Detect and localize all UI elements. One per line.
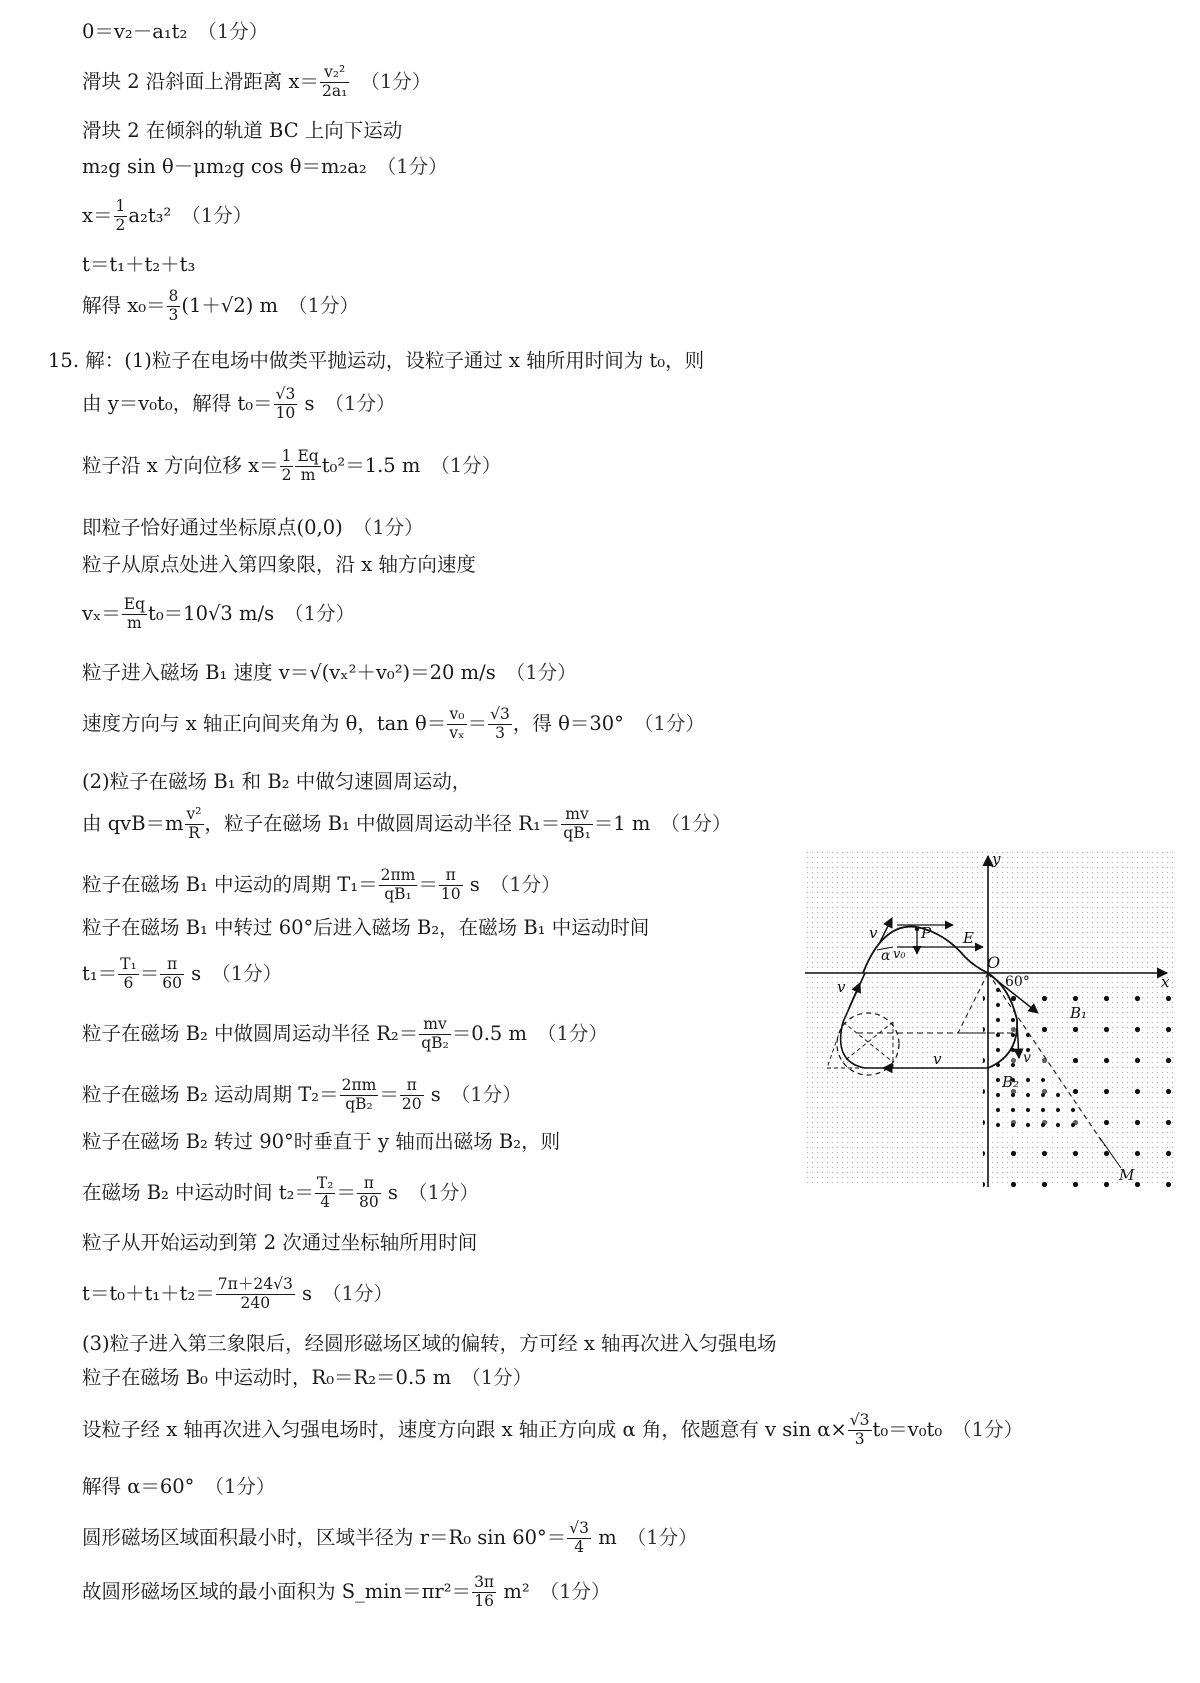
line-19: 粒子在磁场 B₁ 中转过 60°后进入磁场 B₂，在磁场 B₁ 中运动时间 [82,916,650,939]
line-17: 由 qvB＝m $\frac{\text{v²}}{R}$ ，粒子在磁场 B₁ 中做圆周运动半径 R₁＝ $\frac{mv}{\text{qB₁}}$ ＝1 m （1分） [82,805,732,842]
fraction: $\frac{√3}{10}$ [275,385,296,422]
line-28: 粒子在磁场 B₀ 中运动时，R₀＝R₂＝0.5 m （1分） [82,1366,533,1389]
fraction: $\frac{2\pi m}{\text{qB₁}}$ [380,866,416,903]
line-26: t＝t₀＋t₁＋t₂＝ $\frac{7\pi+24√3}{240}$ s （1分） [82,1275,393,1312]
line-09: 由 y＝v₀t₀，解得 t₀＝ $\frac{√3}{10}$ s （1分） [82,385,396,422]
fraction: $\frac{√3}{3}$ [490,705,510,742]
line-25: 粒子从开始运动到第 2 次通过坐标轴所用时间 [82,1231,478,1254]
label-m: M [1119,1166,1135,1184]
line-27: (3)粒子进入第三象限后，经圆形磁场区域的偏转，方可经 x 轴再次进入匀强电场 [82,1332,777,1355]
label-v-top: v [869,924,878,942]
fraction: $\frac{1}{2}$ [281,447,292,484]
label-v-exit: v [933,1050,942,1068]
line-15: 速度方向与 x 轴正向间夹角为 θ，tan θ＝ $\frac{\text{v₀}}{\text{vₓ}}$ ＝ $\frac{√3}{3}$ ，得 θ＝30° （1分） [82,705,705,742]
line-14: 粒子进入磁场 B₁ 速度 v＝√(vₓ²＋v₀²)＝20 m/s （1分） [82,661,577,684]
line-08: 15. 解：(1)粒子在电场中做类平抛运动，设粒子通过 x 轴所用时间为 t₀，则 [48,349,705,372]
line-32: 故圆形磁场区域的最小面积为 S_min＝πr²＝ $\frac{3\pi}{16}$ m² （1分） [82,1573,611,1610]
fraction: $\frac{Eq}{m}$ [123,595,146,632]
fraction: $\frac{Eq}{m}$ [297,447,319,484]
fraction: $\frac{7\pi+24√3}{240}$ [217,1275,293,1312]
line-29: 设粒子经 x 轴再次进入匀强电场时，速度方向跟 x 轴正方向成 α 角，依题意有 v sin α× $\frac{√3}{3}$ t₀＝v₀t₀ （1分） [82,1411,1024,1448]
label-b2: B₂ [1002,1073,1020,1091]
line-20: t₁＝ $\frac{\text{T₁}}{6}$ ＝ $\frac{\pi}{60}$ s （1分） [82,955,283,992]
line-01: 0＝v₂－a₁t₂ （1分） [82,20,269,43]
line-10: 粒子沿 x 方向位移 x＝ $\frac{1}{2}$ $\frac{Eq}{m}$ t₀²＝1.5 m （1分） [82,447,502,484]
label-y-axis: y [992,850,1001,868]
line-24: 在磁场 B₂ 中运动时间 t₂＝ $\frac{\text{T₂}}{4}$ ＝ $\frac{\pi}{80}$ s （1分） [82,1174,479,1211]
line-22: 粒子在磁场 B₂ 运动周期 T₂＝ $\frac{2\pi m}{\text{qB₂}}$ ＝ $\frac{\pi}{20}$ s （1分） [82,1076,522,1113]
line-23: 粒子在磁场 B₂ 转过 90°时垂直于 y 轴而出磁场 B₂，则 [82,1130,561,1153]
line-11: 即粒子恰好通过坐标原点(0,0) （1分） [82,516,424,539]
fraction: $\frac{\pi}{10}$ [440,866,461,903]
label-e: E [963,929,974,947]
line-02: 滑块 2 沿斜面上滑距离 x＝ $\frac{\text{v₂²}}{\text{2a₁}}$ （1分） [82,63,432,100]
line-06: t＝t₁＋t₂＋t₃ [82,253,196,276]
line-16: (2)粒子在磁场 B₁ 和 B₂ 中做匀速圆周运动， [82,770,472,793]
label-alpha: α [881,948,891,964]
fraction: $\frac{\text{v₀}}{\text{vₓ}}$ [449,705,465,742]
fraction: $\frac{8}{3}$ [168,287,179,324]
line-12: 粒子从原点处进入第四象限，沿 x 轴方向速度 [82,553,476,576]
fraction: $\frac{3\pi}{16}$ [474,1573,495,1610]
label-v-left: v [837,978,846,996]
label-origin: O [987,953,1001,972]
fraction: $\frac{mv}{\text{qB₁}}$ [563,805,591,842]
fraction: $\frac{√3}{4}$ [569,1519,590,1556]
line-05: x＝ $\frac{1}{2}$ a₂t₃² （1分） [82,197,253,234]
line-13: vₓ＝ $\frac{Eq}{m}$ t₀＝10√3 m/s （1分） [82,595,356,632]
trajectory-diagram [805,850,1173,1187]
line-21: 粒子在磁场 B₂ 中做圆周运动半径 R₂＝ $\frac{mv}{\text{qB₂}}$ ＝0.5 m （1分） [82,1015,608,1052]
line-04: m₂g sin θ－μm₂g cos θ＝m₂a₂ （1分） [82,155,448,178]
label-p: P [921,924,932,942]
label-v0: v₀ [893,947,906,962]
fraction: $\frac{mv}{\text{qB₂}}$ [421,1015,449,1052]
label-b1: B₁ [1070,1004,1088,1022]
line-18: 粒子在磁场 B₁ 中运动的周期 T₁＝ $\frac{2\pi m}{\text{qB₁}}$ ＝ $\frac{\pi}{10}$ s （1分） [82,866,561,903]
fraction: $\frac{\pi}{80}$ [358,1174,379,1211]
label-x-axis: x [1161,973,1170,991]
fraction: $\frac{1}{2}$ [115,197,126,234]
fraction: $\frac{2\pi m}{\text{qB₂}}$ [341,1076,377,1113]
fraction: $\frac{\text{v₂²}}{\text{2a₁}}$ [322,63,348,100]
point-p [915,927,919,931]
line-30: 解得 α＝60° （1分） [82,1475,276,1498]
label-v-b2: v [1023,1050,1031,1066]
fraction: $\frac{\pi}{20}$ [401,1076,422,1113]
fraction: $\frac{\text{T₂}}{4}$ [316,1174,334,1211]
fraction: $\frac{\pi}{60}$ [162,955,182,992]
line-07: 解得 x₀＝ $\frac{8}{3}$ (1＋√2) m （1分） [82,287,359,324]
fraction: $\frac{\text{T₁}}{6}$ [120,955,137,992]
line-31: 圆形磁场区域面积最小时，区域半径为 r＝R₀ sin 60°＝ $\frac{√3}{4}$ m （1分） [82,1519,698,1556]
line-03: 滑块 2 在倾斜的轨道 BC 上向下运动 [82,119,403,142]
fraction: $\frac{\text{v²}}{R}$ [186,805,202,842]
label-60-deg: 60° [1005,974,1030,990]
fraction: $\frac{√3}{3}$ [849,1411,870,1448]
